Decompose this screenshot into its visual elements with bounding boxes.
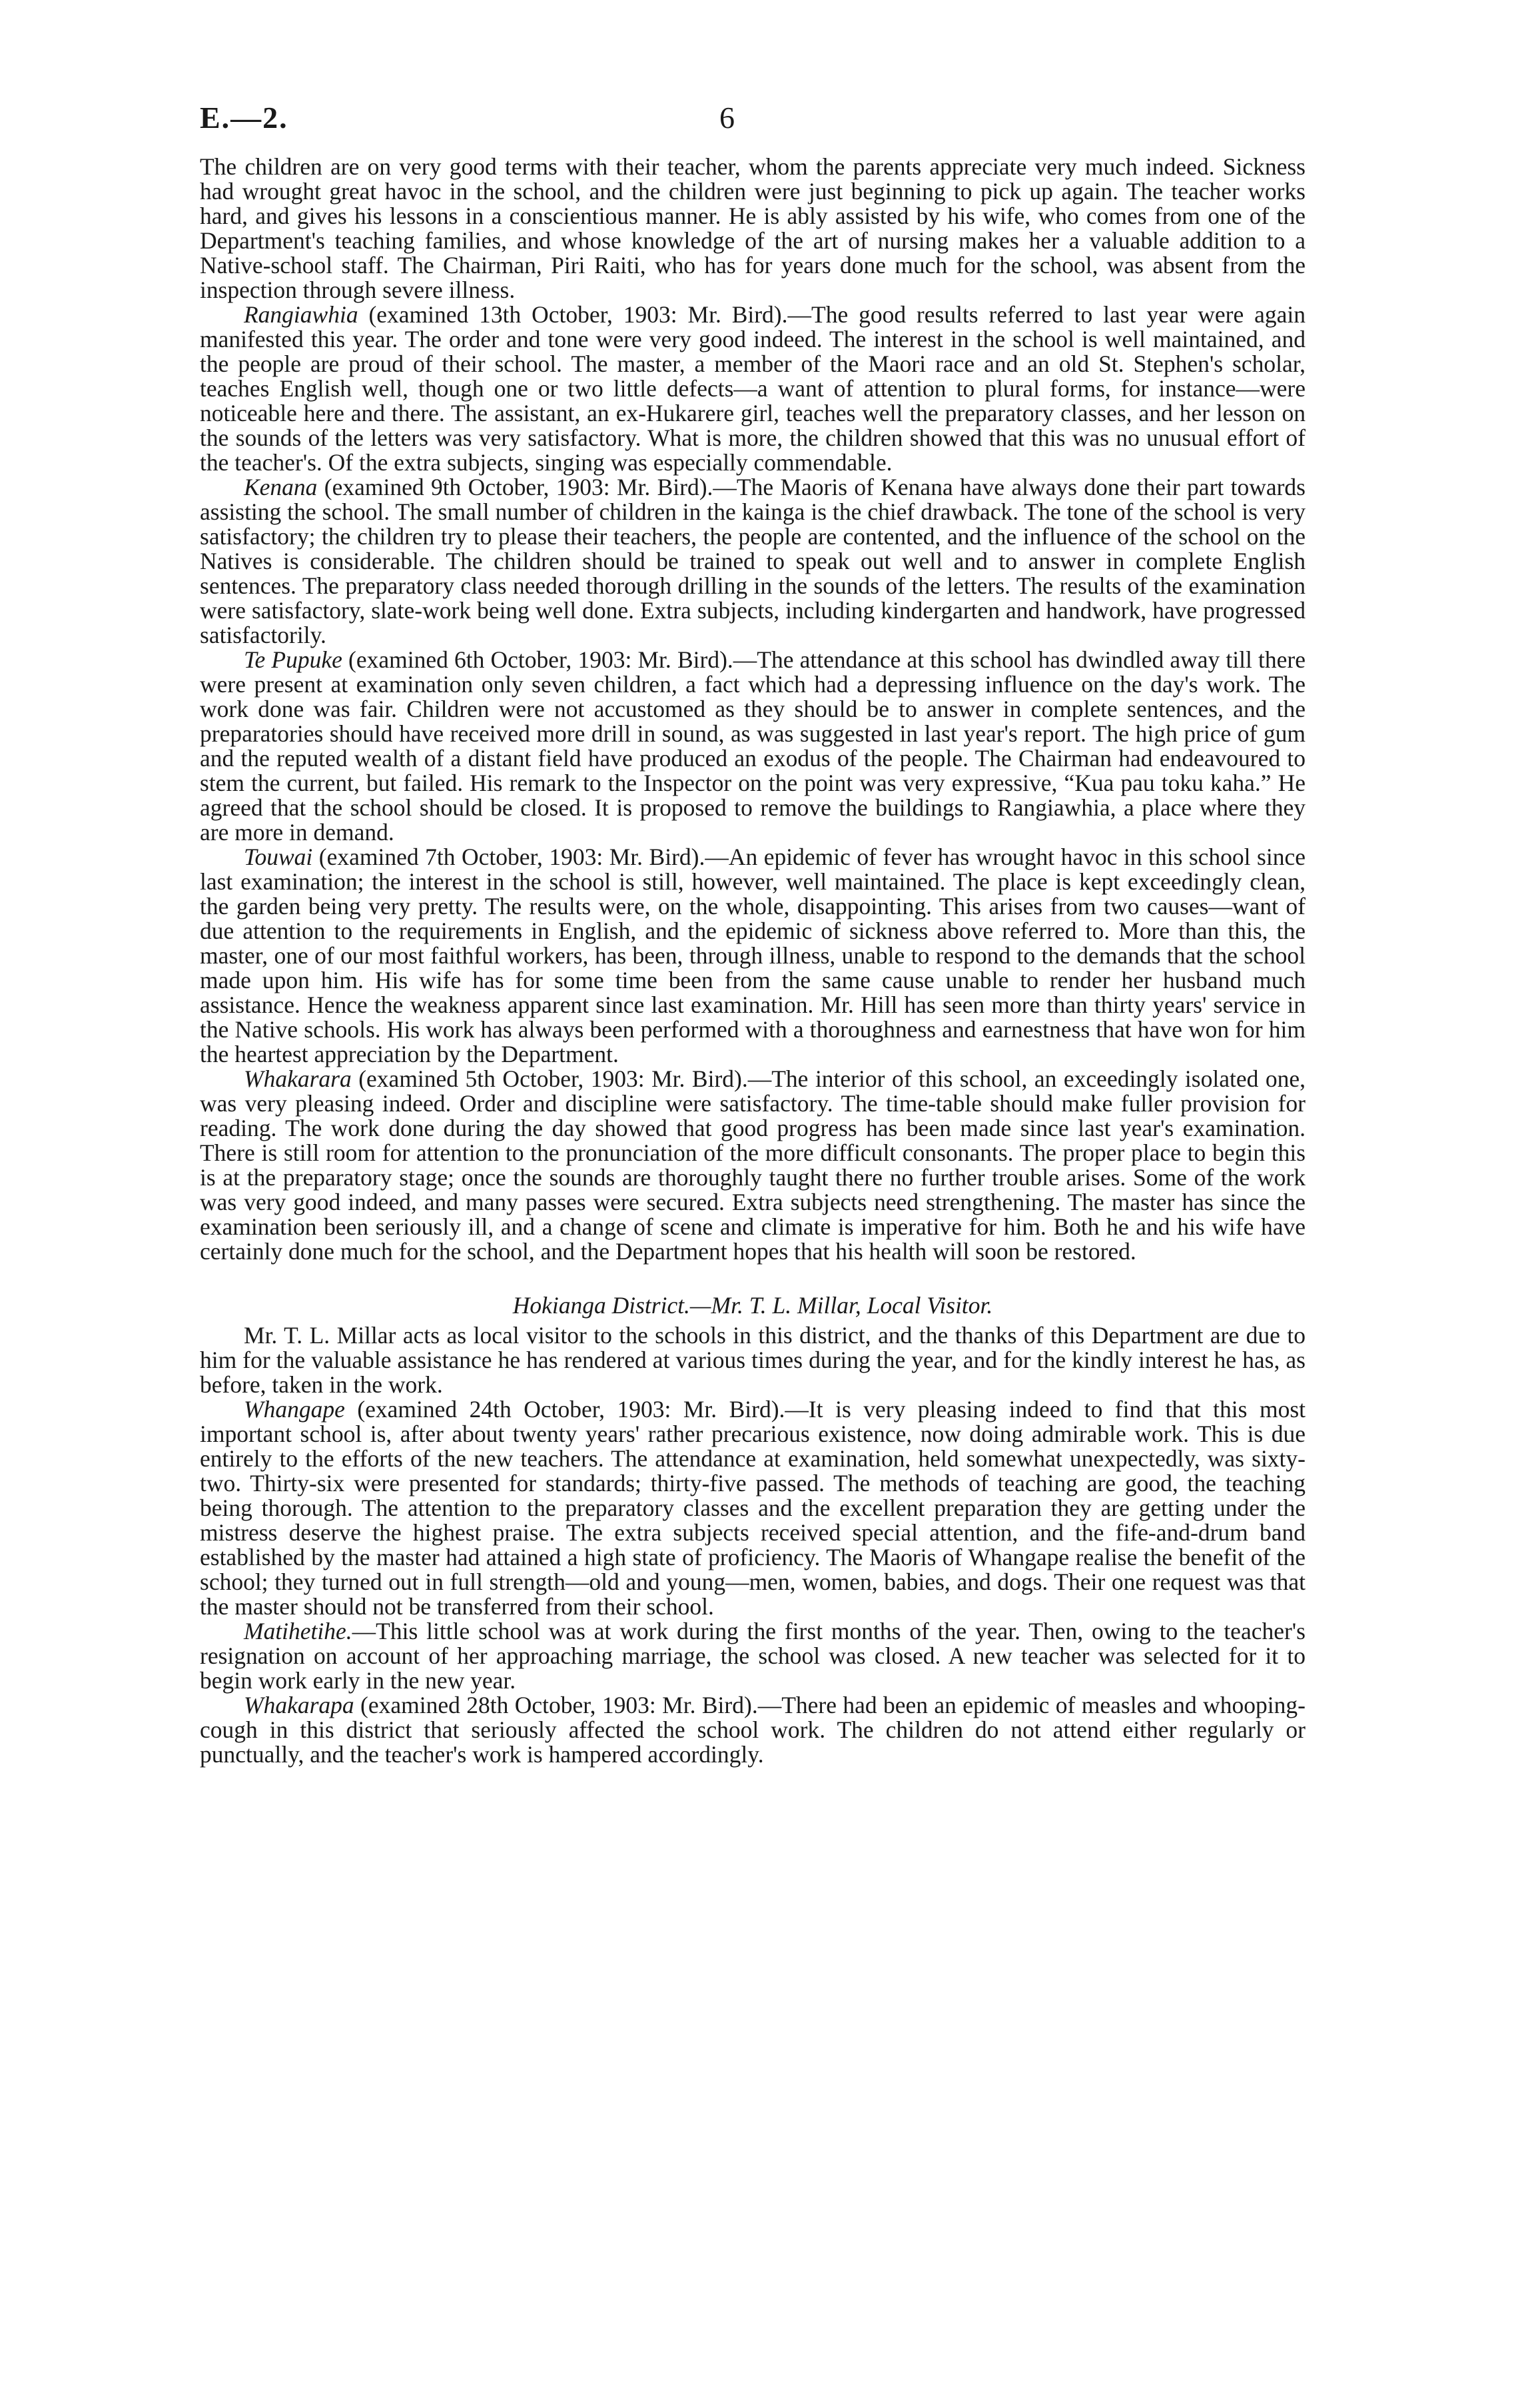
- school-name: Touwai: [244, 844, 313, 870]
- paragraph-whakarapa: Whakarapa (examined 28th October, 1903: Mr. Bird).—There had been an epidemic of measles and whooping-cough in this district that seriously affected the school work. The children do not attend either regularly or punctually, and the teacher's work is hampered accordingly.: [200, 1692, 1306, 1768]
- school-name: Rangiawhia: [244, 301, 358, 328]
- paragraph-matihetihe: Matihetihe.—This little school was at work during the first months of the year. Then, owing to the teacher's resignation on account of her approaching marriage, the school was closed. A new teacher was selected for it to begin work early in the new year.: [200, 1618, 1306, 1694]
- school-name: Whakarapa: [244, 1692, 354, 1718]
- paragraph-local-visitor: Mr. T. L. Millar acts as local visitor to the schools in this district, and the thanks of this Department are due to him for the valuable assistance he has rendered at various times during the year, and for the kindly interest he has, as before, taken in the work.: [200, 1322, 1306, 1398]
- paragraph-rangiawhia: Rangiawhia (examined 13th October, 1903: Mr. Bird).—The good results referred to last year were again manifested this year. The order and tone were very good indeed. The interest in the school is well maintained, and the people are proud of their school. The master, a member of the Maori race and an old St. Stephen's scholar, teaches English well, though one or two little defects—a want of attention to plural forms, for instance—were noticeable here and there. The assistant, an ex-Hukarere girl, teaches well the preparatory classes, and her lesson on the sounds of the letters was very satisfactory. What is more, the children showed that this was no unusual effort of the teacher's. Of the extra subjects, singing was especially commendable.: [200, 301, 1306, 476]
- paragraph-whangape: Whangape (examined 24th October, 1903: Mr. Bird).—It is very pleasing indeed to find that this most important school is, after about twenty years' rather precarious existence, now doing admirable work. This is due entirely to the efforts of the new teachers. The attendance at examination, held somewhat unexpectedly, was sixty-two. Thirty-six were presented for standards; thirty-five passed. The methods of teaching are good, the teaching being thorough. The attention to the preparatory classes and the excellent preparation they are getting under the mistress deserve the highest praise. The extra subjects received special attention, and the fife-and-drum band established by the master had attained a high state of proficiency. The Maoris of Whangape realise the benefit of the school; they turned out in full strength—old and young—men, women, babies, and dogs. Their one request was that the master should not be transferred from their school.: [200, 1396, 1306, 1620]
- school-name: Te Pupuke: [244, 646, 342, 673]
- paragraph-intro: The children are on very good terms with their teacher, whom the parents appreciate very much indeed. Sickness had wrought great havoc in the school, and the children were just beginning to pick up again. The teacher works hard, and gives his lessons in a conscientious manner. He is ably assisted by his wife, who comes from one of the Department's teaching families, and whose knowledge of the art of nursing makes her a valuable addition to a Native-school staff. The Chairman, Piri Raiti, who has for years done much for the school, was absent from the inspection through severe illness.: [200, 153, 1306, 303]
- paragraph-whakarara: Whakarara (examined 5th October, 1903: Mr. Bird).—The interior of this school, an exceedingly isolated one, was very pleasing indeed. Order and discipline were satisfactory. The time-table should make fuller provision for reading. The work done during the day showed that good progress has been made since last year's examination. There is still room for attention to the pronunciation of the more difficult consonants. The proper place to begin this is at the preparatory stage; once the sounds are thoroughly taught there no further trouble arises. Some of the work was very good indeed, and many passes were secured. Extra subjects need strengthening. The master has since the examination been seriously ill, and a change of scene and climate is imperative for him. Both he and his wife have certainly done much for the school, and the Department hopes that his health will soon be restored.: [200, 1065, 1306, 1265]
- school-name: Kenana: [244, 474, 318, 500]
- paragraph-te-pupuke: Te Pupuke (examined 6th October, 1903: Mr. Bird).—The attendance at this school has dwindled away till there were present at examination only seven children, a fact which had a depressing influence on the day's work. The work done was fair. Children were not accustomed as they should be to answer in complete sentences, and the preparatories should have received more drill in sound, as was suggested in last year's report. The high price of gum and the reputed wealth of a distant field have produced an exodus of the people. The Chairman had endeavoured to stem the current, but failed. His remark to the Inspector on the point was very expressive, “Kua pau toku kaha.” He agreed that the school should be closed. It is proposed to remove the buildings to Rangiawhia, a place where they are more in demand.: [200, 646, 1306, 846]
- school-name: Whangape: [244, 1396, 345, 1423]
- page-header: [200, 100, 1326, 147]
- page-body: [200, 155, 1306, 1767]
- paragraph-touwai: Touwai (examined 7th October, 1903: Mr. Bird).—An epidemic of fever has wrought havoc in this school since last examination; the interest in the school is still, however, well maintained. The place is kept exceedingly clean, the garden being very pretty. The results were, on the whole, disappointing. This arises from two causes—want of due attention to the requirements in English, and the epidemic of sickness above referred to. More than this, the master, one of our most faithful workers, has been, through illness, unable to respond to the demands that the school made upon him. His wife has for some time been from the same cause unable to render her husband much assistance. Hence the weakness apparent since last examination. Mr. Hill has seen more than thirty years' service in the Native schools. His work has always been performed with a thoroughness and earnestness that have won for him the heartest appreciation by the Department.: [200, 844, 1306, 1067]
- section-heading: Hokianga District.—Mr. T. L. Millar, Local Visitor.: [512, 1292, 993, 1319]
- school-name: Matihetihe.: [244, 1618, 352, 1644]
- document-reference: E.—2.: [200, 101, 288, 135]
- school-name: Whakarara: [244, 1065, 352, 1092]
- page-number: 6: [719, 101, 735, 135]
- paragraph-kenana: Kenana (examined 9th October, 1903: Mr. Bird).—The Maoris of Kenana have always done their part towards assisting the school. The small number of children in the kainga is the chief drawback. The tone of the school is very satisfactory; the children try to please their teachers, the people are contented, and the influence of the school on the Natives is considerable. The children should be trained to speak out well and to answer in complete English sentences. The preparatory class needed thorough drilling in the sounds of the letters. The results of the examination were satisfactory, slate-work being well done. Extra subjects, including kindergarten and handwork, have progressed satisfactorily.: [200, 474, 1306, 648]
